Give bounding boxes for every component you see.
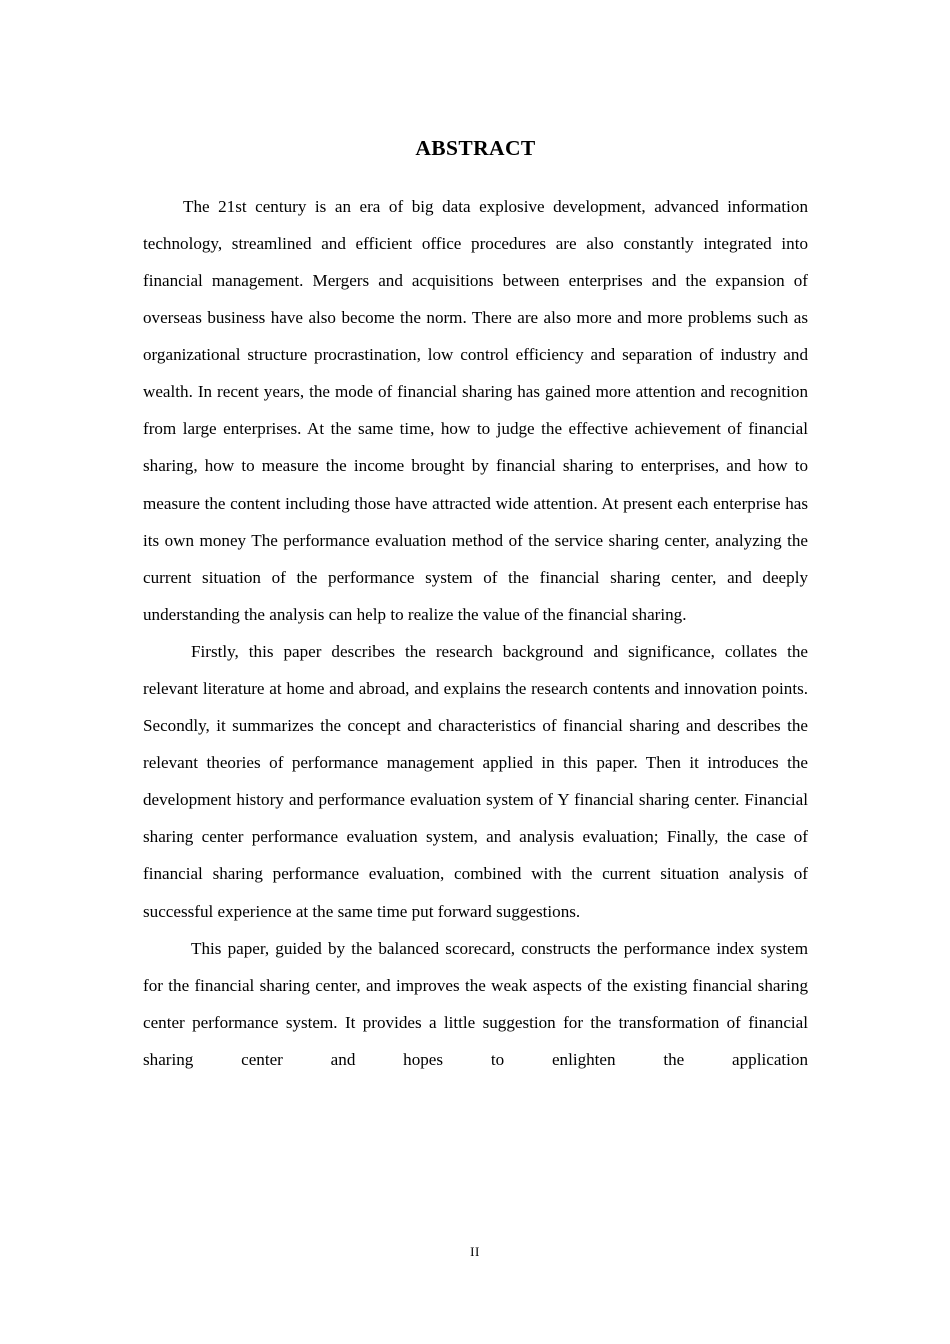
- abstract-body: [143, 188, 808, 1078]
- paragraph-3: This paper, guided by the balanced scorecard, constructs the performance index system for the financial sharing center, and improves the weak aspects of the existing financial sharing center performance system. It provides a little suggestion for the transformation of financial sharing center and hopes to enlighten the application: [143, 938, 808, 1069]
- paragraph-1: The 21st century is an era of big data explosive development, advanced information technology, streamlined and efficient office procedures are also constantly integrated into financial management. Mergers and acquisitions between enterprises and the expansion of overseas business have also become the norm. There are also more and more problems such as organizational structure procrastination, low control efficiency and separation of industry and wealth. In recent years, the mode of financial sharing has gained more attention and recognition from large enterprises. At the same time, how to judge the effective achievement of financial sharing, how to measure the income brought by financial sharing to enterprises, and how to measure the content including those have attracted wide attention. At present each enterprise has its own money The performance evaluation method of the service sharing center, analyzing the current situation of the performance system of the financial sharing center, and deeply understanding the analysis can help to realize the value of the financial sharing.: [143, 196, 808, 624]
- page-number: II: [470, 1244, 480, 1259]
- paragraph-2: Firstly, this paper describes the research background and significance, collates the relevant literature at home and abroad, and explains the research contents and innovation points. Secondly, it summarizes the concept and characteristics of financial sharing and describes the relevant theories of performance management applied in this paper. Then it introduces the development history and performance evaluation system of Y financial sharing center. Financial sharing center performance evaluation system, and analysis evaluation; Finally, the case of financial sharing performance evaluation, combined with the current situation analysis of successful experience at the same time put forward suggestions.: [143, 641, 808, 921]
- page-title: ABSTRACT: [415, 136, 536, 160]
- page-content: [143, 0, 808, 1078]
